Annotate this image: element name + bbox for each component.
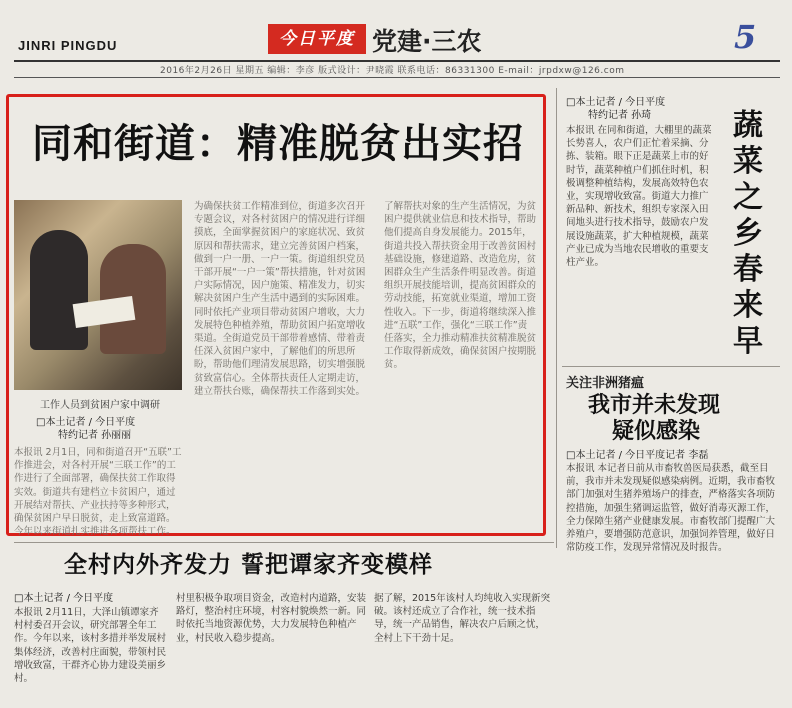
- vertical-headline: 蔬菜之乡春来早: [733, 108, 763, 359]
- sub-byline: □本土记者 / 今日平度记者 李磊: [566, 450, 709, 461]
- bottom-byline-line: □本土记者 / 今日平度: [14, 593, 114, 604]
- main-headline: 同和街道：精准脱贫出实招: [32, 121, 524, 167]
- article-photo: [14, 200, 182, 390]
- bottom-article-col3: 据了解，2015年该村人均纯收入实现新突破。该村还成立了合作社，统一技术指导，统一产品销售，解决农户后顾之忧，全村上下干劲十足。: [374, 593, 551, 644]
- masthead-left-text: JINRI PINGDU: [18, 38, 118, 53]
- right-article-text: 本报讯 在同和街道，大棚里的蔬菜长势喜人，农户们正忙着采摘、分拣、装箱。眼下正是蔬菜上市的好时节，蔬菜种植户们抓住时机，积极调整种植结构，发展高效特色农业，实现增收致富。街道大力推广新品种、新技术，组织专家深入田间地头进行技术指导，鼓励农户发展设施蔬菜，扩大种植规模，蔬菜产业已成为当地农民增收的重要支柱产业。: [566, 125, 712, 269]
- bottom-headline: 全村内外齐发力 誓把谭家齐变模样: [64, 552, 434, 578]
- bottom-article-col2: 村里积极争取项目资金，改造村内道路，安装路灯，整治村庄环境，村容村貌焕然一新。同时依托当地资源优势，大力发展特色种植产业，村民收入稳步提高。: [176, 593, 367, 644]
- right-byline-line: 特约记者 孙琦: [588, 110, 652, 121]
- main-byline: [36, 416, 135, 442]
- sub-headline-line1: 我市并未发现: [588, 393, 721, 418]
- right-byline-line: □本土记者 / 今日平度: [566, 97, 666, 108]
- main-article-col2: 为确保扶贫工作精准到位，街道多次召开专题会议，对各村贫困户的情况进行详细摸底，全面掌握贫困户的家庭状况、致贫原因和帮扶需求，建立完善贫困户档案，做到一户一册、一户一策。街道组织党员干部开展“一户一策”帮扶措施，针对贫困户实际情况，因户施策、精准发力，切实解决贫困户生产生活中遇到的实际困难。同时依托产业项目带动贫困户增收，大力发展特色种植养殖，帮助贫困户拓宽增收渠道。全街道党员干部带着感情、带着责任深入贫困户家中，了解他们的所思所盼，帮助他们理清发展思路，切实增强脱贫致富信心。全体帮扶责任人定期走访，建立帮扶台账，确保帮扶工作落到实处。: [194, 201, 366, 397]
- photo-caption: 工作人员到贫困户家中调研: [40, 400, 160, 411]
- right-byline: [566, 96, 665, 122]
- sub-article-text: 本报讯 本记者日前从市畜牧兽医局获悉，截至目前，我市并未发现疑似感染病例。近期，我市畜牧部门加强对生猪养殖场户的排查，严格落实各项防控措施，加强生猪调运监管，做好消毒灭源工作，全力保障生猪产业健康发展。市畜牧部门提醒广大养殖户，要增强防范意识，加强饲养管理，做好日常防疫工作，发现异常情况及时报告。: [566, 463, 776, 554]
- bottom-byline: [14, 592, 113, 605]
- masthead-rule: [14, 60, 780, 62]
- page-number: 5: [734, 18, 757, 56]
- masthead-rule-lower: [14, 77, 780, 78]
- main-article-col1: 本报讯 2月1日，同和街道召开“五联”工作推进会，对各村开展“三联工作”的工作进行了全面部署，确保扶贫工作取得实效。街道共有建档立卡贫困户，通过开展结对帮扶、产业扶持等多种形式，确保贫困户早日脱贫，走上致富道路。今年以来街道扎实推进各项帮扶工作。: [14, 447, 182, 538]
- photo-person-left: [30, 230, 88, 350]
- main-byline-line: □本土记者 / 今日平度: [36, 417, 136, 428]
- section-title: 党建·三农: [372, 27, 482, 56]
- sub-kicker: 关注非洲猪瘟: [566, 376, 645, 391]
- main-article-col3: 了解帮扶对象的生产生活情况，为贫困户提供就业信息和技术指导，帮助他们提高自身发展能力。2015年，街道共投入帮扶资金用于改善贫困村基础设施，修建道路、改造危房，贫困群众生产生活条件明显改善。街道组织开展技能培训，提高贫困群众的劳动技能，拓宽就业渠道，增加工资性收入。下一步，街道将继续深入推进“五联”工作，强化“三联工作”责任落实，全力推动精准扶贫精准脱贫工作取得新成效，确保贫困户按期脱贫。: [384, 201, 537, 371]
- column-divider: [556, 88, 557, 548]
- newspaper-logo: 今日平度: [268, 24, 366, 54]
- issue-info-line: 2016年2月26日 星期五 编辑：李彦 版式设计：尹晓霞 联系电话：86331300 E-mail：jrpdxw@126.com: [160, 66, 625, 76]
- bottom-section-rule: [14, 542, 554, 543]
- main-byline-line: 特约记者 孙丽丽: [58, 430, 132, 441]
- bottom-article-col1: 本报讯 2月11日，大泽山镇谭家齐村村委召开会议，研究部署全年工作。今年以来，该村多措并举发展村集体经济，改善村庄面貌，带领村民增收致富，干群齐心协力建设美丽乡村。: [14, 607, 167, 685]
- right-section-rule: [562, 366, 780, 367]
- sub-headline-line2: 疑似感染: [612, 419, 701, 444]
